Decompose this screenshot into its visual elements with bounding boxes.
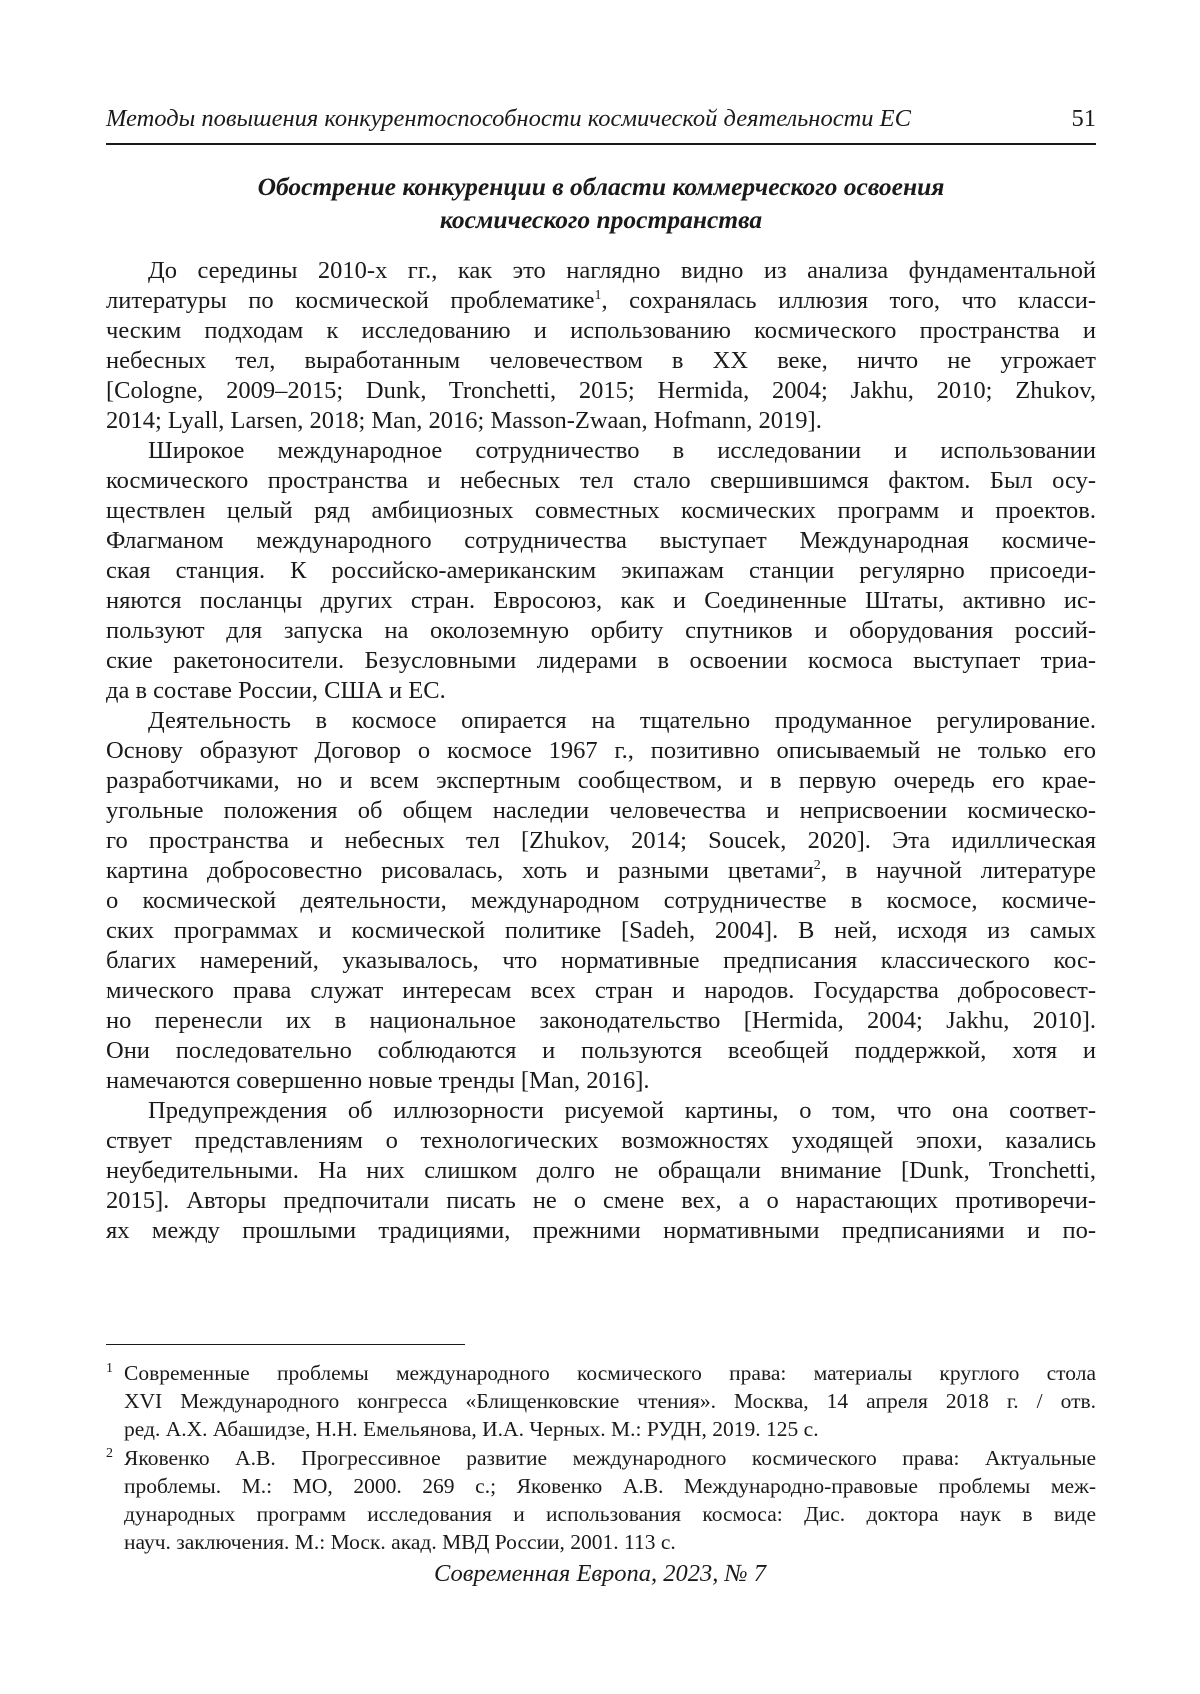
footnote-line: проблемы. М.: МО, 2000. 269 с.; Яковенко А.В. Международно-правовые проблемы меж-	[124, 1474, 1096, 1498]
text-line: ская станция. К российско-американским экипажам станции регулярно присоеди-	[106, 557, 1096, 584]
journal-footer: Современная Европа, 2023, № 7	[433, 1560, 767, 1587]
section-title-line: космического пространства	[439, 205, 763, 234]
text-line: [Cologne, 2009–2015; Dunk, Tronchetti, 2015; Hermida, 2004; Jakhu, 2010; Zhukov,	[106, 377, 1096, 404]
footnote-line: дународных программ исследования и использования космоса: Дис. доктора наук в виде	[124, 1502, 1096, 1526]
footnote-mark: 2	[106, 1446, 113, 1461]
footnote	[106, 1444, 1096, 1556]
text-line: намечаются совершенно новые тренды [Man, 2016].	[106, 1067, 650, 1094]
footnote	[106, 1359, 1096, 1443]
text-line: неубедительными. На них слишком долго не обращали внимание [Dunk, Tronchetti,	[106, 1157, 1096, 1184]
footnote-ref[interactable]: 2	[813, 858, 821, 873]
footnote-line: Современные проблемы международного космического права: материалы круглого стола	[124, 1361, 1096, 1385]
text-line: мического права служат интересам всех стран и народов. Государства добросовест-	[106, 977, 1096, 1004]
text-line: о космической деятельности, международном сотрудничестве в космосе, космиче-	[106, 887, 1096, 914]
text-line: Флагманом международного сотрудничества выступает Международная космиче-	[106, 527, 1096, 554]
text-line: космического пространства и небесных тел стало свершившимся фактом. Был осу-	[106, 467, 1096, 494]
running-header	[106, 101, 1096, 141]
footnote-mark: 1	[106, 1361, 113, 1376]
footnote-line: науч. заключения. М.: Моск. акад. МВД России, 2001. 113 с.	[124, 1530, 676, 1554]
paragraph	[106, 1096, 1096, 1246]
text-line: ствует представлениям о технологических возможностях уходящей эпохи, казались	[106, 1127, 1096, 1154]
text-line: ские ракетоносители. Безусловными лидерами в освоении космоса выступает триа-	[106, 647, 1096, 674]
text-line: картина добросовестно рисовалась, хоть и разными цветами$^2$, в научной литературе	[106, 857, 1096, 884]
text-line: ских программах и космической политике [Sadeh, 2004]. В ней, исходя из самых	[106, 917, 1096, 944]
paragraph	[106, 706, 1096, 1096]
footnotes	[106, 1359, 1096, 1556]
text-line: Они последовательно соблюдаются и пользуются всеобщей поддержкой, хотя и	[106, 1037, 1096, 1064]
text-line: угольные положения об общем наследии человечества и неприсвоении космическо-	[106, 797, 1096, 824]
section-title	[106, 170, 1096, 236]
text-line: няются посланцы других стран. Евросоюз, как и Соединенные Штаты, активно ис-	[106, 587, 1096, 614]
text-line: благих намерений, указывалось, что нормативные предписания классического кос-	[106, 947, 1096, 974]
text-line: Основу образуют Договор о космосе 1967 г., позитивно описываемый не только его	[106, 737, 1096, 764]
text-line: но перенесли их в национальное законодательство [Hermida, 2004; Jakhu, 2010].	[106, 1007, 1096, 1034]
footnote-line: ред. А.Х. Абашидзе, Н.Н. Емельянова, И.А. Черных. М.: РУДН, 2019. 125 с.	[124, 1417, 819, 1441]
text-line: Широкое международное сотрудничество в исследовании и использовании	[148, 437, 1096, 464]
text-line: Деятельность в космосе опирается на тщательно продуманное регулирование.	[148, 707, 1096, 734]
footnote-line: Яковенко А.В. Прогрессивное развитие международного космического права: Актуальные	[124, 1446, 1096, 1470]
section-title-line: Обострение конкуренции в области коммерческого освоения	[257, 172, 945, 201]
body-text	[106, 256, 1096, 1246]
text-line: пользуют для запуска на околоземную орбиту спутников и оборудования россий-	[106, 617, 1096, 644]
page-number: 51	[1071, 105, 1096, 132]
text-line: ческим подходам к исследованию и использованию космического пространства и	[106, 317, 1096, 344]
paragraph	[106, 256, 1096, 436]
text-line: разработчиками, но и всем экспертным сообществом, и в первую очередь его крае-	[106, 767, 1096, 794]
paragraph	[106, 436, 1096, 706]
text-line: да в составе России, США и ЕС.	[106, 677, 446, 704]
text-line: До середины 2010-х гг., как это наглядно видно из анализа фундаментальной	[148, 257, 1096, 284]
text-line: го пространства и небесных тел [Zhukov, 2014; Soucek, 2020]. Эта идиллическая	[106, 827, 1096, 854]
text-line: небесных тел, выработанным человечеством в XX веке, ничто не угрожает	[106, 347, 1096, 374]
text-line: литературы по космической проблематике$^1$, сохранялась иллюзия того, что класси-	[106, 287, 1096, 314]
text-line: 2014; Lyall, Larsen, 2018; Man, 2016; Masson-Zwaan, Hofmann, 2019].	[106, 407, 822, 434]
text-line: 2015]. Авторы предпочитали писать не о смене вех, а о нарастающих противоречи-	[106, 1187, 1096, 1214]
text-line: ях между прошлыми традициями, прежними нормативными предписаниями и по-	[106, 1217, 1096, 1244]
footnote-separator	[106, 1344, 465, 1345]
header-rule	[106, 143, 1096, 145]
text-line: Предупреждения об иллюзорности рисуемой картины, о том, что она соответ-	[148, 1097, 1096, 1124]
text-line: ществлен целый ряд амбициозных совместных космических программ и проектов.	[106, 497, 1096, 524]
running-title: Методы повышения конкурентоспособности космической деятельности ЕС	[106, 105, 911, 132]
footnote-ref[interactable]: 1	[594, 288, 602, 303]
footnote-line: XVI Международного конгресса «Блищенковские чтения». Москва, 14 апреля 2018 г. / отв.	[124, 1389, 1096, 1413]
